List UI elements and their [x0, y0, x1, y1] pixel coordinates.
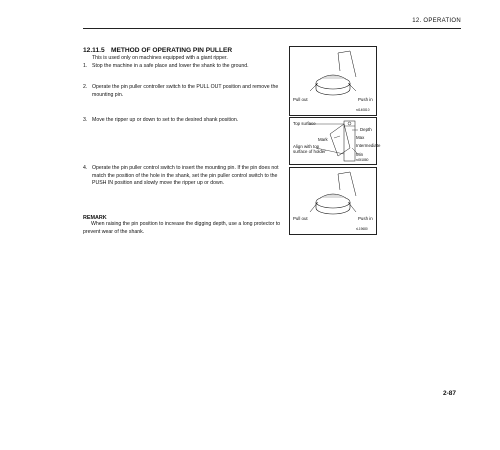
label-top-surface: Top surface [293, 121, 316, 126]
switch-drawing-1 [290, 47, 376, 115]
figure-shank-positions [289, 117, 381, 165]
section-title [83, 47, 232, 54]
step-2 [83, 84, 283, 99]
label-push-in: Push in [358, 97, 373, 102]
remark-heading: REMARK [83, 215, 107, 221]
intro-text: This is used only on machines equipped with a giant ripper. [92, 55, 228, 61]
label-pull-out: Pull out [293, 97, 308, 102]
step-text: Operate the pin puller control switch to insert the mounting pin. If the pin does not match the position of the hole in the shank, set the pin puller control switch to the PUSH IN position and slowly move the ripper up or down. [92, 165, 279, 186]
label-min: Min [356, 152, 364, 157]
label-max: Max [356, 135, 365, 140]
shank-diagram [290, 118, 381, 164]
label-mark: Mark [318, 137, 328, 142]
step-1 [83, 63, 283, 71]
section-header: 12. OPERATION [412, 18, 461, 24]
step-number: 4. [83, 165, 88, 171]
step-number: 2. [83, 84, 88, 90]
step-number: 1. [83, 62, 88, 69]
section-title-text: METHOD OF OPERATING PIN PULLER [111, 47, 233, 54]
figure-id: rd140810 [356, 108, 370, 112]
label-intermediate: Intermediate [356, 143, 381, 148]
label-push-in: Push in [358, 216, 373, 221]
header-rule [83, 28, 461, 29]
step-number: 3. [83, 117, 88, 123]
section-number: 12.11.5 [83, 47, 105, 54]
step-text: Operate the pin puller controller switch to the PULL OUT position and remove the mounting pin. [92, 84, 279, 98]
step-3 [83, 117, 283, 125]
step-text: Move the ripper up or down to set to the desired shank position. [92, 117, 239, 123]
figure-id: rL19680 [356, 227, 368, 231]
label-align-line1: Align with top [293, 144, 320, 149]
label-depth: Depth [360, 127, 372, 132]
label-align-line2: surface of holder [293, 149, 326, 154]
label-pull-out: Pull out [293, 216, 308, 221]
step-text: Stop the machine in a safe place and lower the shank to the ground. [92, 62, 249, 69]
figure-id: rd0l1880 [356, 158, 369, 162]
figure-pin-puller-switch-2 [289, 167, 377, 235]
intro-paragraph [83, 55, 283, 63]
remark-text: When raising the pin position to increase the digging depth, use a long protector to prevent wear of the shank. [83, 221, 281, 235]
switch-drawing-2 [290, 168, 376, 234]
step-4 [83, 165, 283, 188]
page-number: 2-87 [442, 390, 456, 397]
figure-pin-puller-switch-1 [289, 46, 377, 116]
